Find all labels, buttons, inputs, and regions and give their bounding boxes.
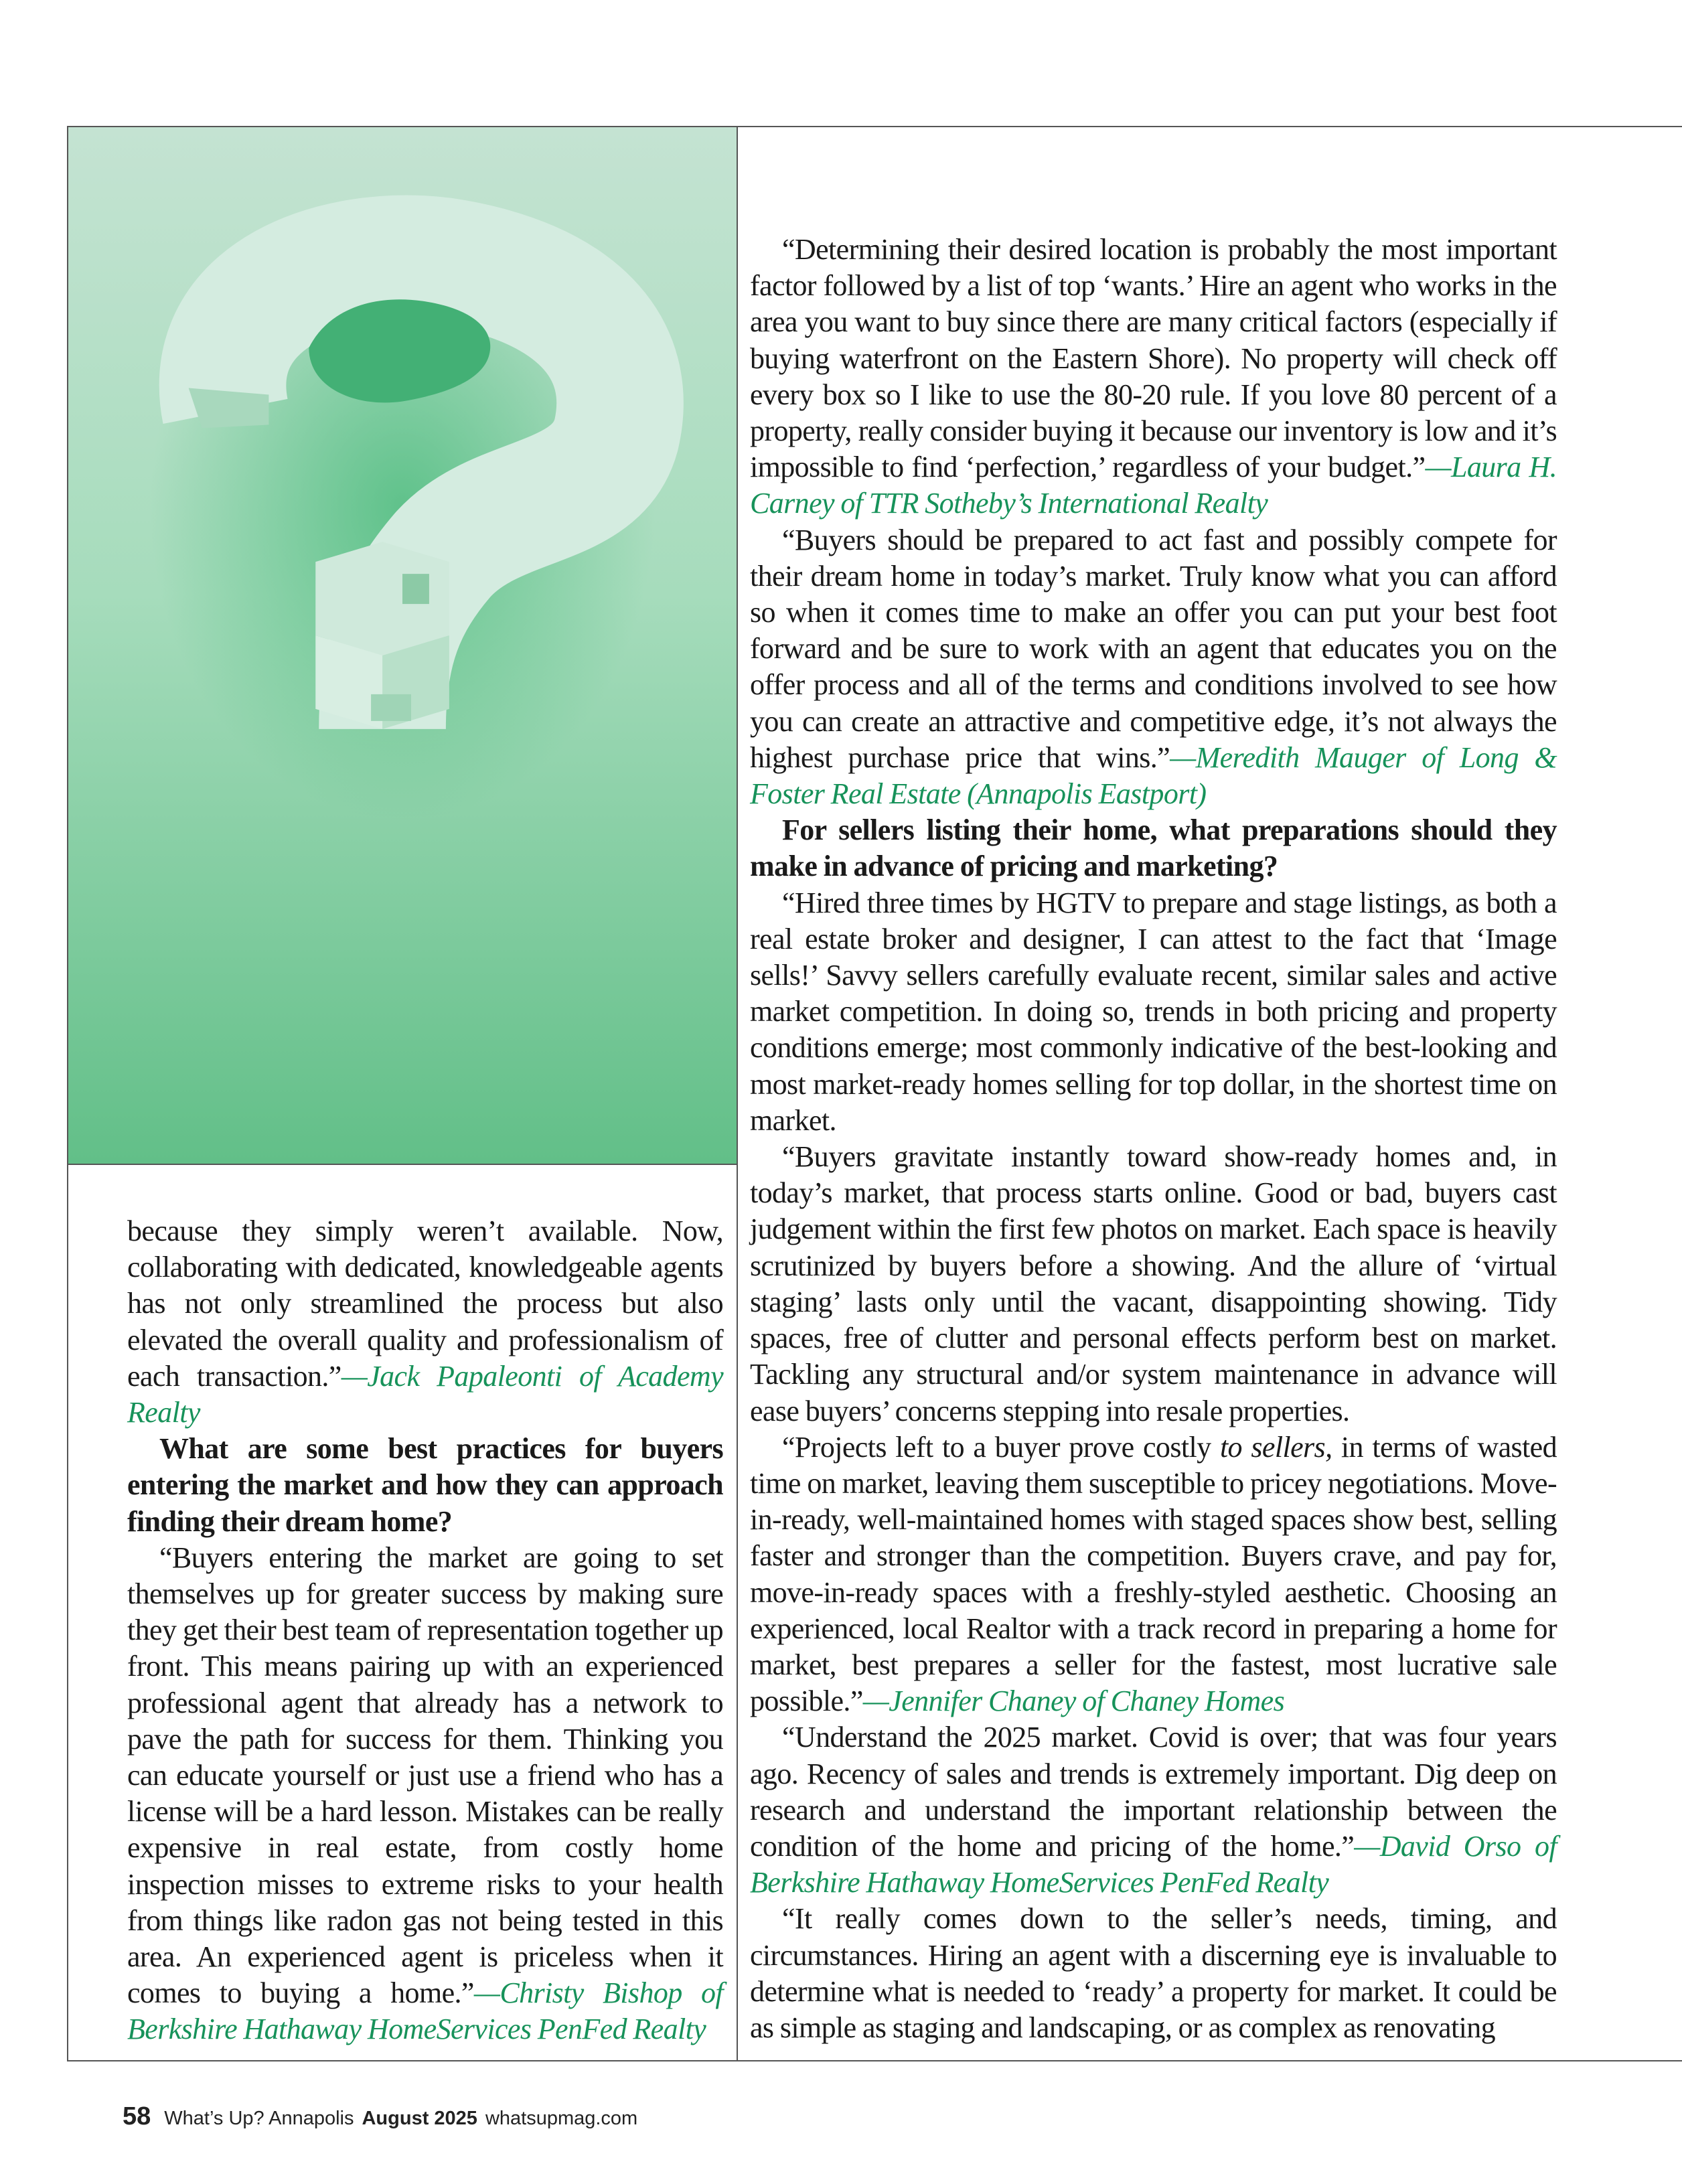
column-divider (737, 126, 738, 2061)
paragraph-text: in terms of wasted time on market, leaving them susceptible to pricey negotiations. Move-in-ready, well-maintained homes with staged spaces show best, selling faster and stronger than the competition. Buyers crave, and pay for, move-in-ready spaces with a freshly-styled aesthetic. Choosing an experienced, local Realtor with a track record in preparing a home for market, best prepares a seller for the fastest, most lucrative sale possible.” (750, 1430, 1557, 1718)
page-footer (123, 2102, 637, 2131)
question-heading: What are some best practices for buyers entering the market and how they can approach finding their dream home? (127, 1432, 723, 1538)
attribution: —Jennifer Chaney of Chaney Homes (862, 1685, 1285, 1718)
paragraph-text: “Understand the 2025 market. Covid is over; that was four years ago. Recency of sales and trends is extremely important. Dig deep on research and understand the important relationship between the condition of the home and pricing of the home.” (750, 1721, 1557, 1863)
paragraph (750, 522, 1557, 813)
paragraph: “It really comes down to the seller’s needs, timing, and circumstances. Hiring an agent with a discerning eye is invaluable to determine what is needed to ‘ready’ a property for market. It could be as simple as staging and landscaping, or as complex as renovating (750, 1902, 1557, 2044)
attribution: —Meredith Mauger of Long & Foster Real Estate (Annapolis Eastport) (750, 740, 1557, 811)
attribution: —Christy Bishop of Berkshire Hathaway HomeServices PenFed Realty (127, 1976, 723, 2046)
paragraph (127, 1540, 723, 2048)
paragraph-text: “Buyers should be prepared to act fast and possibly compete for their dream home in today’s market. Truly know what you can afford so when it comes time to make an offer you can put your best foot forward and be sure to work with an agent that educates you on the offer process and all of the terms and conditions involved to see how you can create an attractive and competitive edge, it’s not always the highest purchase price that wins.” (750, 523, 1557, 774)
attribution: —Laura H. Carney of TTR Sotheby’s International Realty (750, 451, 1557, 520)
attribution: —Jack Papaleonti of Academy Realty (127, 1359, 723, 1429)
paragraph: “Hired three times by HGTV to prepare and stage listings, as both a real estate broker and designer, I can attest to the fact that ‘Image sells!’ Savvy sellers carefully evaluate recent, similar sales and active market competition. In doing so, trends in both pricing and property conditions emerge; most commonly indicative of the best-looking and most market-ready homes selling for top dollar, in the shortest time on market. (750, 886, 1557, 1137)
paragraph-text: “Determining their desired location is probably the most important factor followed by a list of top ‘wants.’ Hire an agent who works in the area you want to buy since there are many critical factors (especially if buying waterfront on the Eastern Shore). No property will check off every box so I like to use the 80-20 rule. If you love 80 percent of a property, really consider buying it because our inventory is low and it’s impossible to find ‘perfection,’ regardless of your budget.” (750, 233, 1557, 484)
page-number: 58 (123, 2102, 151, 2130)
paragraph (750, 232, 1557, 522)
question-heading: For sellers listing their home, what preparations should they make in advance of pricing and marketing? (750, 813, 1557, 883)
website: whatsupmag.com (485, 2108, 638, 2129)
paragraph-text: “Buyers entering the market are going to set themselves up for greater success by making sure they get their best team of representation together up front. This means pairing up with an experienced professional agent that already has a network to pave the path for success for them. Thinking you can educate yourself or just use a friend who has a license will be a hard lesson. Mistakes can be really expensive in real estate, from costly home inspection misses to extreme risks to your health from things like radon gas not being tested in this area. An experienced agent is priceless when it comes to buying a home.” (127, 1541, 723, 2010)
paragraph (750, 1429, 1557, 1720)
paragraph (127, 1213, 723, 1431)
question-mark-house-illustration (68, 127, 737, 1165)
publication-name: What’s Up? Annapolis (164, 2108, 354, 2129)
left-column-text (127, 1213, 723, 2048)
emphasis: to sellers, (1219, 1430, 1332, 1464)
right-column-text (750, 232, 1557, 2046)
paragraph (750, 1719, 1557, 1901)
bottom-rule (67, 2060, 1682, 2061)
attribution: —David Orso of Berkshire Hathaway HomeServices PenFed Realty (750, 1829, 1557, 1899)
issue-date: August 2025 (362, 2108, 477, 2129)
paragraph: “Buyers gravitate instantly toward show-ready homes and, in today’s market, that process starts online. Good or bad, buyers cast judgement within the first few photos on market. Each space is heavily scrutinized by buyers before a showing. And the allure of ‘virtual staging’ lasts only until the vacant, disappointing showing. Tidy spaces, free of clutter and personal effects perform best on market. Tackling any structural and/or system maintenance in advance will ease buyers’ concerns stepping into resale properties. (750, 1140, 1557, 1427)
paragraph-text: “Projects left to a buyer prove costly (782, 1430, 1220, 1464)
paragraph-text: because they simply weren’t available. Now, collaborating with dedicated, knowledgeable agents has not only streamlined the process but also elevated the overall quality and professionalism of each transaction.” (127, 1215, 723, 1393)
